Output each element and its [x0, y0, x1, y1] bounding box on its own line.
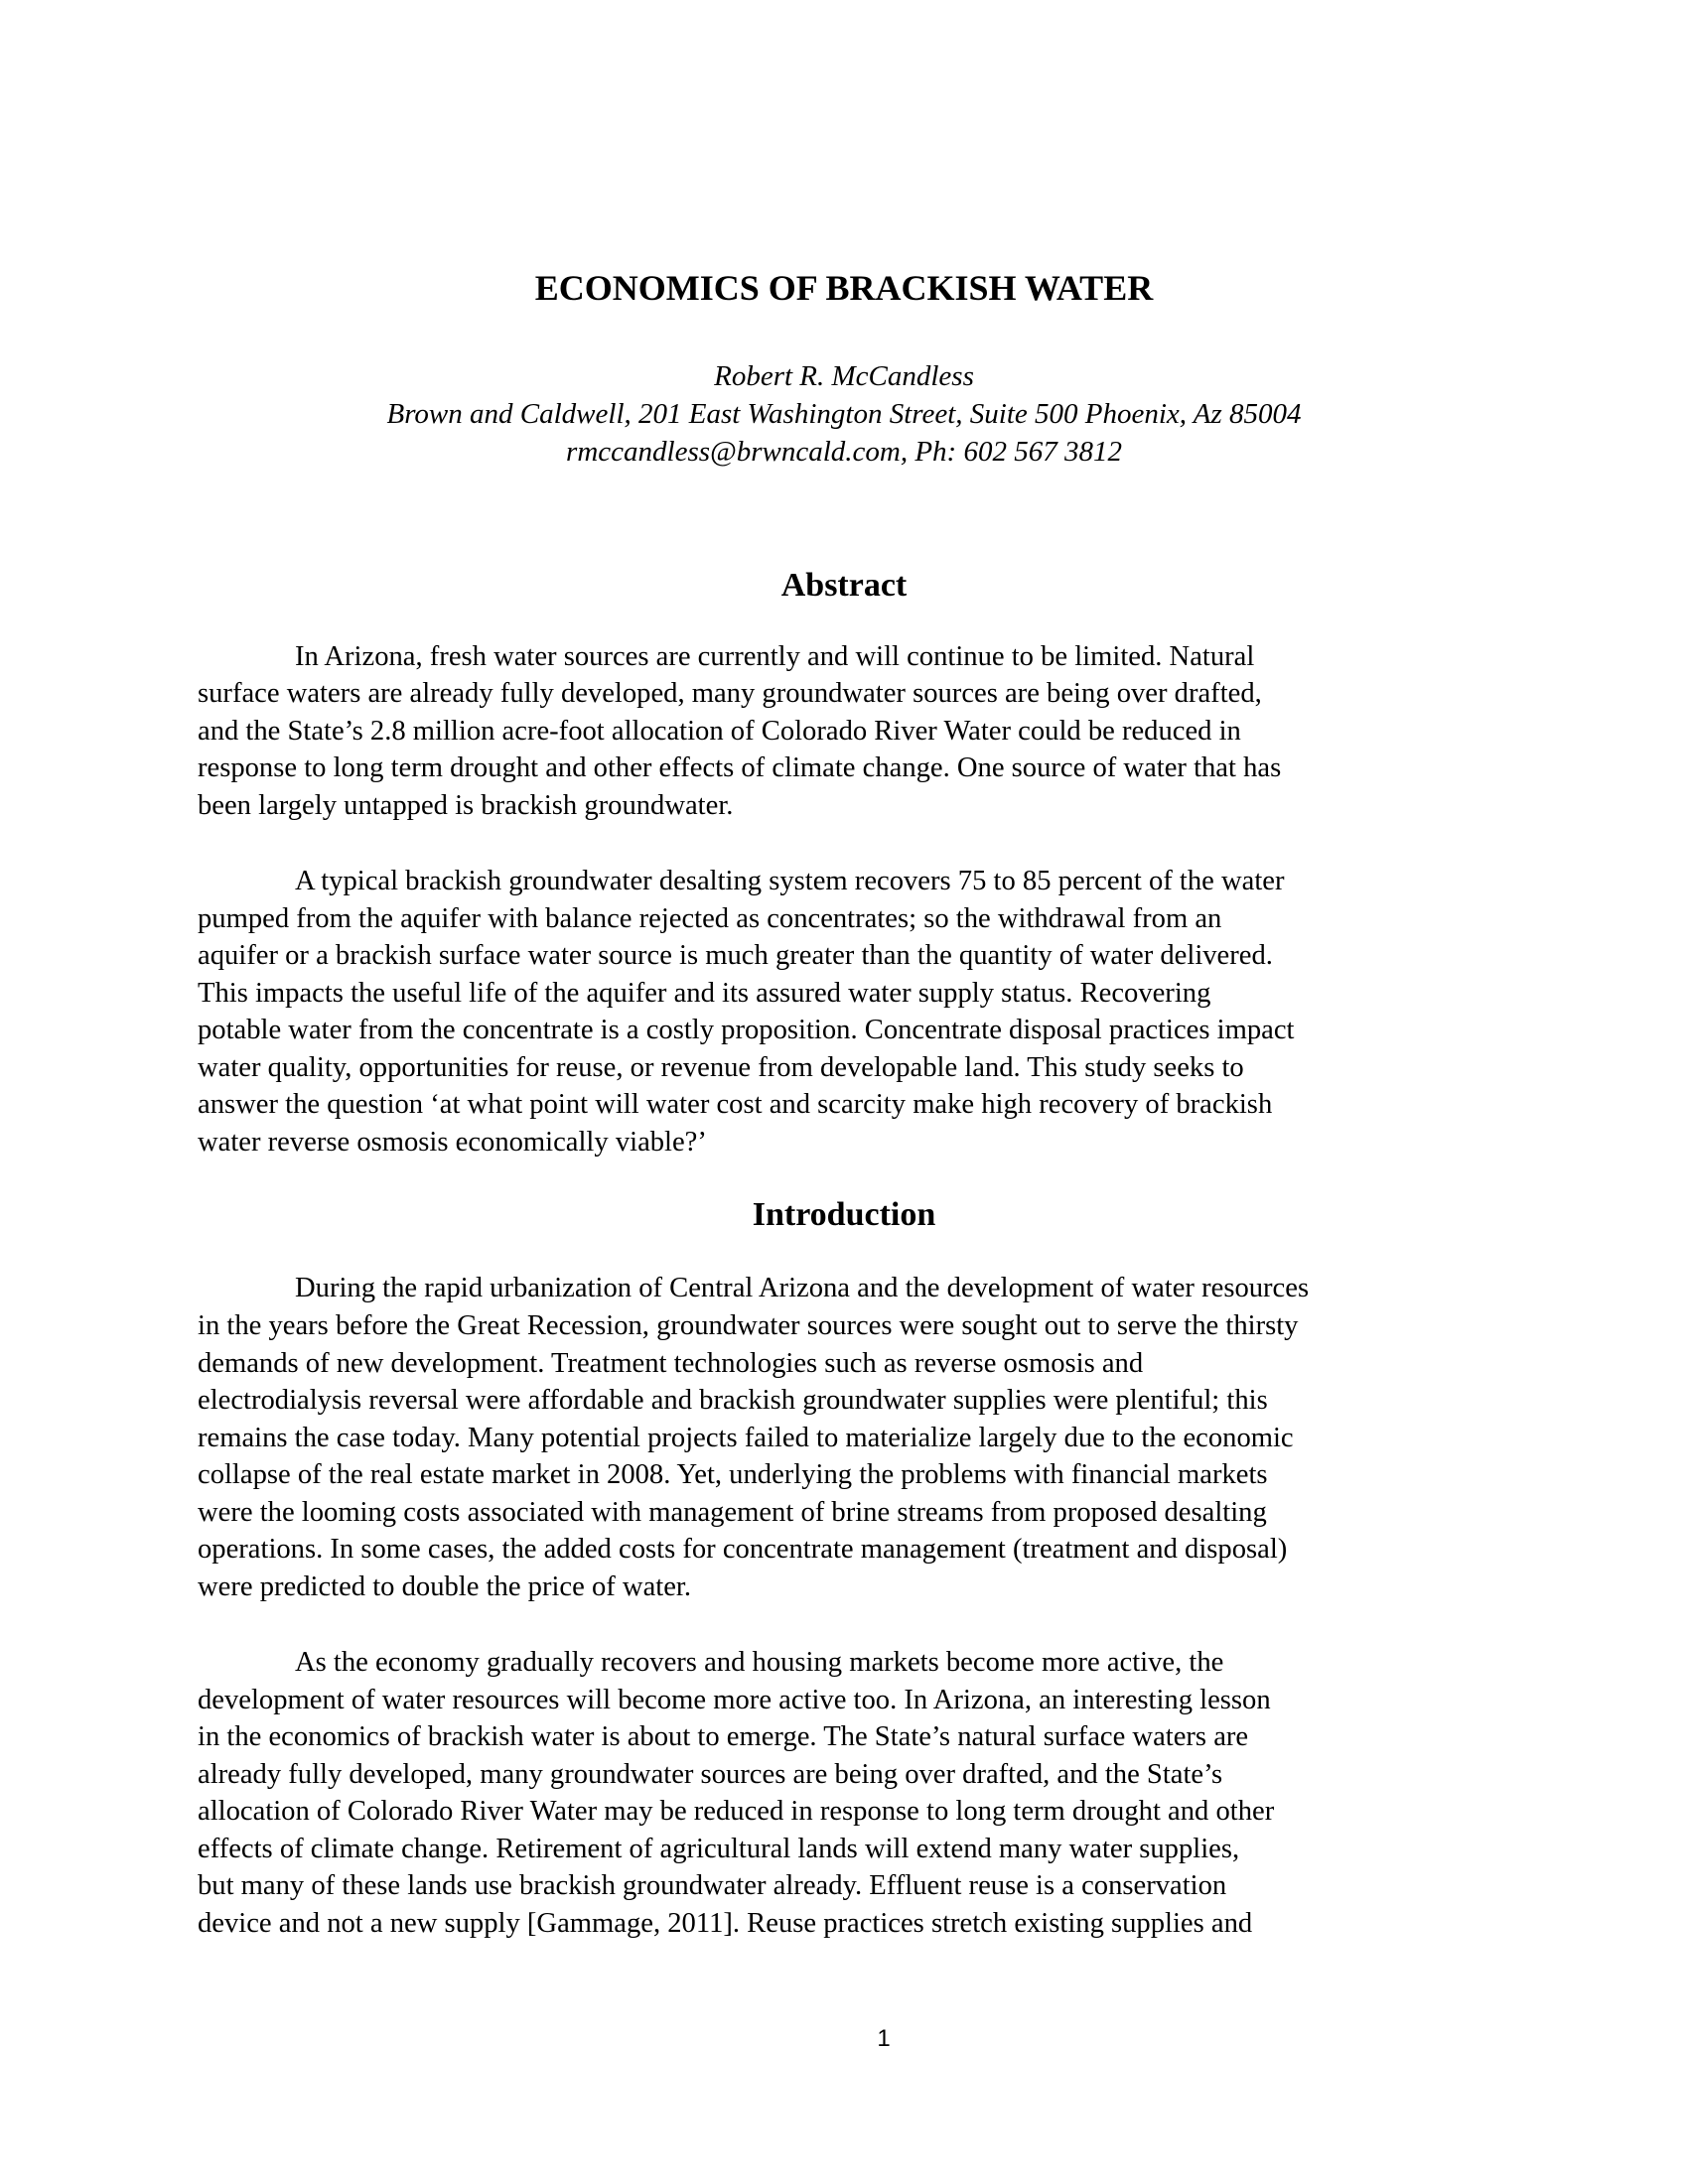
- text-line: aquifer or a brackish surface water source is much greater than the quantity of water delivered.: [198, 940, 1273, 971]
- text-line: device and not a new supply [Gammage, 2011]. Reuse practices stretch existing supplies and: [198, 1908, 1253, 1939]
- text-line: in the economics of brackish water is about to emerge. The State’s natural surface waters are: [198, 1721, 1249, 1752]
- text-line: response to long term drought and other effects of climate change. One source of water that has: [198, 752, 1282, 783]
- text-line: As the economy gradually recovers and housing markets become more active, the: [295, 1647, 1224, 1678]
- text-line: In Arizona, fresh water sources are currently and will continue to be limited. Natural: [295, 641, 1255, 672]
- section-heading-abstract: Abstract: [780, 567, 908, 604]
- section-heading-introduction: Introduction: [752, 1196, 936, 1233]
- text-line: were the looming costs associated with management of brine streams from proposed desalting: [198, 1497, 1267, 1528]
- text-line: remains the case today. Many potential projects failed to materialize largely due to the economic: [198, 1423, 1294, 1453]
- text-line: been largely untapped is brackish groundwater.: [198, 790, 734, 821]
- text-line: but many of these lands use brackish groundwater already. Effluent reuse is a conservation: [198, 1870, 1227, 1901]
- text-line: demands of new development. Treatment technologies such as reverse osmosis and: [198, 1348, 1144, 1379]
- text-line: During the rapid urbanization of Central Arizona and the development of water resources: [295, 1273, 1310, 1303]
- text-line: water quality, opportunities for reuse, or revenue from developable land. This study seeks to: [198, 1052, 1244, 1083]
- author-contact: rmccandless@brwncald.com, Ph: 602 567 3812: [566, 436, 1122, 468]
- text-line: This impacts the useful life of the aquifer and its assured water supply status. Recovering: [198, 978, 1211, 1009]
- text-line: effects of climate change. Retirement of agricultural lands will extend many water supplies,: [198, 1834, 1240, 1864]
- text-line: pumped from the aquifer with balance rejected as concentrates; so the withdrawal from an: [198, 903, 1222, 934]
- text-line: development of water resources will become more active too. In Arizona, an interesting lesson: [198, 1685, 1271, 1715]
- text-line: already fully developed, many groundwater sources are being over drafted, and the State’s: [198, 1759, 1223, 1790]
- page-number: 1: [877, 2025, 891, 2052]
- text-line: A typical brackish groundwater desalting system recovers 75 to 85 percent of the water: [295, 866, 1285, 896]
- text-line: potable water from the concentrate is a costly proposition. Concentrate disposal practices impact: [198, 1015, 1295, 1045]
- document-title: ECONOMICS OF BRACKISH WATER: [534, 268, 1154, 308]
- author-affiliation: Brown and Caldwell, 201 East Washington Street, Suite 500 Phoenix, Az 85004: [386, 398, 1302, 430]
- text-line: operations. In some cases, the added costs for concentrate management (treatment and disposal): [198, 1534, 1288, 1565]
- text-line: answer the question ‘at what point will water cost and scarcity make high recovery of brackish: [198, 1089, 1273, 1120]
- text-line: surface waters are already fully developed, many groundwater sources are being over drafted,: [198, 678, 1262, 709]
- text-line: allocation of Colorado River Water may be reduced in response to long term drought and other: [198, 1796, 1275, 1827]
- text-line: were predicted to double the price of water.: [198, 1571, 691, 1602]
- text-line: collapse of the real estate market in 2008. Yet, underlying the problems with financial markets: [198, 1459, 1268, 1490]
- author-name: Robert R. McCandless: [714, 360, 974, 392]
- text-line: water reverse osmosis economically viable?’: [198, 1127, 707, 1158]
- text-line: electrodialysis reversal were affordable and brackish groundwater supplies were plentiful; this: [198, 1385, 1268, 1416]
- text-line: in the years before the Great Recession, groundwater sources were sought out to serve the thirsty: [198, 1310, 1299, 1341]
- text-line: and the State’s 2.8 million acre-foot allocation of Colorado River Water could be reduced in: [198, 716, 1241, 747]
